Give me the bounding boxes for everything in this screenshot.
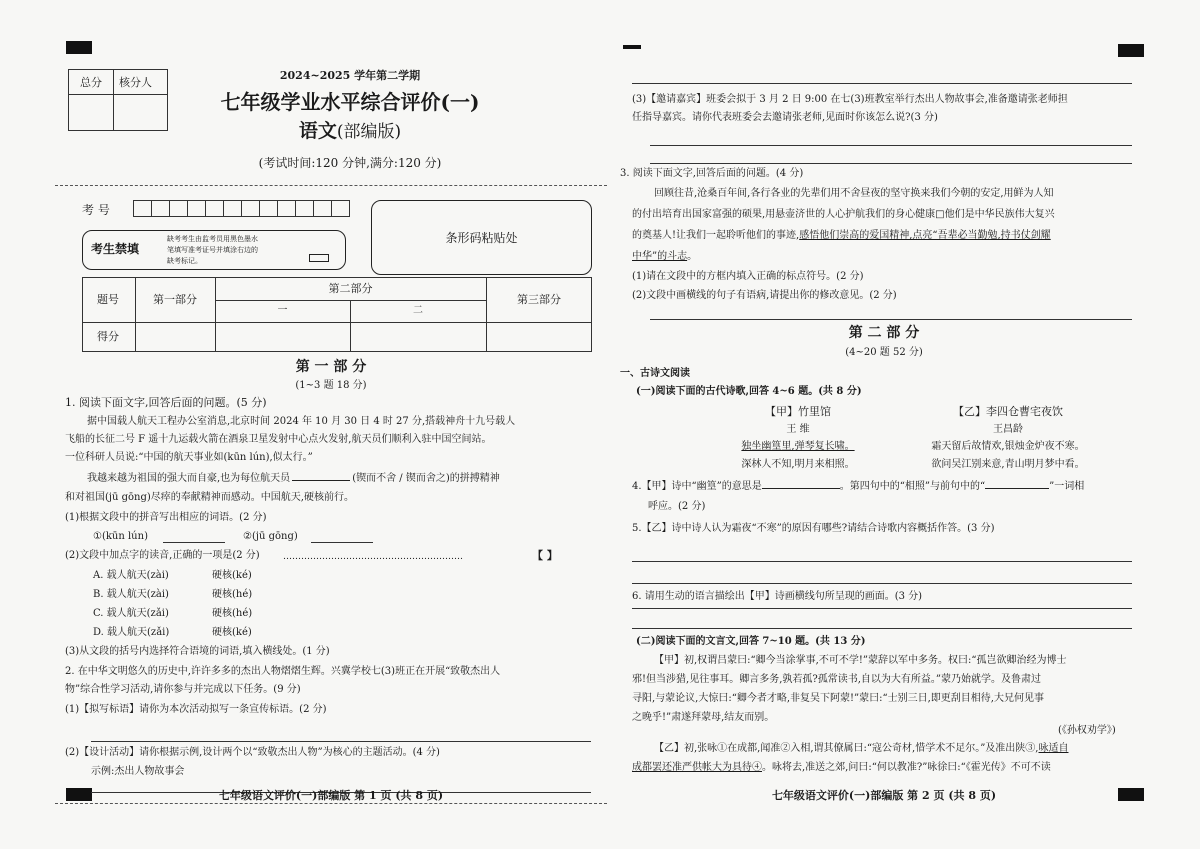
q2-stem-line: 2. 在中华文明悠久的历史中,许许多多的杰出人物熠熠生辉。兴冀学校七(3)班正在开展“致敬杰出人 <box>65 666 501 677</box>
q3-passage-line: 回顾往昔,沧桑百年间,各行各业的先辈们用不舍昼夜的坚守换来我们今朝的安定,用鲜为人知 <box>654 188 1054 199</box>
grade-table-part2-label: 第二部分 <box>328 282 373 295</box>
poem-a-title: 【甲】竹里馆 <box>765 405 831 418</box>
q3-passage-line: 的付出培育出国家富强的硕果,用悬壶济世的人心护航我们的身心健康□他们是中华民族伟大复兴 <box>632 209 1055 220</box>
score-table-total-label: 总分 <box>80 76 102 89</box>
q1-sub1-item-a: ①(kūn lún) <box>93 531 148 542</box>
prose-a-line: 寻阳,与蒙论议,大惊曰:“卿今者才略,非复吴下阿蒙!”蒙曰:“士别三日,即更刮目相待,大兄何见事 <box>632 693 1044 704</box>
prose-a-line: 之晚乎!”肃遂拜蒙母,结友而别。 <box>632 712 775 723</box>
q1-option-d[interactable]: D. 载人航天(zǎi) <box>93 627 170 638</box>
absent-note-1: 缺考考生由监考员用黑色墨水 <box>167 235 258 243</box>
q2-sub3-line: (3)【邀请嘉宾】班委会拟于 3 月 2 日 9:00 在七(3)班教室举行杰出人物故事会,准备邀请张老师担 <box>632 94 1068 105</box>
part1-range: (1~3 题 18 分) <box>295 380 367 391</box>
q1-sub3: (3)从文段的括号内选择符合语境的词语,填入横线处。(1 分) <box>65 646 330 657</box>
q1-stem: 1. 阅读下面文字,回答后面的问题。(5 分) <box>65 396 267 409</box>
q3-passage-text: 的奠基人!让我们一起聆听他们的事迹, <box>632 230 800 241</box>
prose-b-text: 。咏将去,准送之郊,问曰:“何以教准?”咏徐曰:“《霍光传》不可不读 <box>762 762 1051 773</box>
q1-option-c-2: 硬核(hé) <box>212 608 253 619</box>
grade-table-part2-sub2: 二 <box>413 305 423 316</box>
q4-text: 4.【甲】诗中“幽篁”的意思是 <box>632 481 762 492</box>
subject-line <box>200 122 500 141</box>
prose-a-source: (《孙权劝学》) <box>1058 725 1116 736</box>
edition: (部编版) <box>336 122 402 142</box>
q3-underlined-sentence-end: 中华”的斗志 <box>632 251 688 262</box>
grade-table-part2-sub1: 一 <box>277 305 288 316</box>
q5-answer-line[interactable] <box>632 583 1132 584</box>
prose-b-text: 【乙】初,张咏①在成都,闻准②入相,谓其僚属曰:“寇公奇材,惜学术不足尔。”及准出陕③, <box>654 743 1039 754</box>
q3-sub2-answer-line[interactable] <box>650 319 1132 320</box>
prose-b-line <box>632 763 1051 773</box>
q1-option-a[interactable]: A. 载人航天(zài) <box>93 570 169 581</box>
q1-option-b[interactable]: B. 载人航天(zài) <box>93 589 169 600</box>
absent-label: 考生禁填 <box>91 242 140 256</box>
exam-number-label: 考 号 <box>82 203 110 217</box>
q6-answer-line[interactable] <box>632 608 1132 609</box>
q1-passage-line <box>87 474 500 484</box>
q4-text: 。第四句中的“相照”与前句中的“ <box>839 481 986 492</box>
prose-b-line <box>654 744 1069 754</box>
q2-stem-line: 物”综合性学习活动,请你参与并完成以下任务。(9 分) <box>65 684 301 695</box>
q3-stem: 3. 阅读下面文字,回答后面的问题。(4 分) <box>620 168 804 179</box>
q1-passage-text: (锲而不舍 / 锲而舍之)的拼搏精神 <box>352 473 500 484</box>
poems-intro: (一)阅读下面的古代诗歌,回答 4~6 题。(共 8 分) <box>636 386 862 397</box>
q1-option-d-2: 硬核(ké) <box>212 627 252 638</box>
q6-stem: 6. 请用生动的语言描绘出【甲】诗画横线句所呈现的画面。(3 分) <box>632 591 923 602</box>
q3-passage-line <box>632 252 697 262</box>
poem-b-line-1: 霜天留后故情欢,银烛金炉夜不寒。 <box>931 441 1085 452</box>
q1-passage-line: 和对祖国(jū gōng)尽瘁的奉献精神而感动。中国航天,硬核前行。 <box>65 492 354 503</box>
q1-passage-text: 我越来越为祖国的强大而自豪,也为每位航天员 <box>87 473 291 484</box>
absent-checkbox[interactable] <box>309 254 329 262</box>
section-1-title: 一、古诗文阅读 <box>620 368 690 379</box>
exam-number-boxes[interactable] <box>133 200 349 221</box>
q2-sub1: (1)【拟写标语】请你为本次活动拟写一条宣传标语。(2 分) <box>65 704 327 715</box>
q1-option-b-2: 硬核(hé) <box>212 589 253 600</box>
q3-sub1: (1)请在文段中的方框内填入正确的标点符号。(2 分) <box>632 271 864 282</box>
poem-a-line-1: 独坐幽篁里,弹琴复长啸。 <box>741 441 855 452</box>
q1-sub2: (2)文段中加点字的读音,正确的一项是(2 分) <box>65 550 260 561</box>
q1-sub1-blank-a[interactable] <box>163 542 225 543</box>
q4-text: ”一词相 <box>1049 481 1085 492</box>
q1-sub1: (1)根据文段中的拼音写出相应的词语。(2 分) <box>65 512 267 523</box>
absent-note-3: 缺考标记。 <box>167 257 202 265</box>
page-footer: 七年级语文评价(一)部编版 第 1 页 (共 8 页) <box>218 789 444 802</box>
school-year: 2024~2025 学年第二学期 <box>279 69 421 82</box>
poem-a-author: 王 维 <box>786 424 810 435</box>
exam-title: 七年级学业水平综合评价(一) <box>220 90 480 114</box>
barcode-label: 条形码粘贴处 <box>445 231 518 245</box>
q1-option-c[interactable]: C. 载人航天(zǎi) <box>93 608 169 619</box>
q3-sub2: (2)文段中画横线的句子有语病,请提出你的修改意见。(2 分) <box>632 290 897 301</box>
score-table-checker-label: 核分人 <box>119 76 152 89</box>
q1-passage-line: 一位科研人员说:“中国的航天事业如(kūn lún),似太行。” <box>65 452 313 463</box>
prose-a-line: 邪!但当涉猎,见往事耳。卿言多务,孰若孤?孤常读书,自以为大有所益。”蒙乃始就学。及鲁肃过 <box>632 674 1042 685</box>
q1-sub1-blank-b[interactable] <box>311 542 373 543</box>
q2-example: 示例:杰出人物故事会 <box>91 766 185 777</box>
poem-b-line-2: 欲问吴江别来意,青山明月梦中看。 <box>931 459 1085 470</box>
part2-range: (4~20 题 52 分) <box>845 347 923 358</box>
grade-table-score-label: 得分 <box>97 330 119 343</box>
q2-sub3-answer-line[interactable] <box>650 145 1132 146</box>
q2-sub3-answer-line[interactable] <box>650 163 1132 164</box>
q1-sub2-leader: …………………………………………………… <box>283 552 463 562</box>
q3-underlined-sentence: 感悟他们崇高的爱国精神,点亮“吾辈必当勤勉,持书仗剑耀 <box>799 230 1051 241</box>
q2-sub3-line: 任指导嘉宾。请你代表班委会去邀请张老师,见面时你该怎么说?(3 分) <box>632 112 938 123</box>
prose-b-underlined: 成都罢还准严供帐大为具待④ <box>632 762 762 773</box>
q1-sub1-item-b: ②(jū gōng) <box>243 531 298 542</box>
q2-sub1-answer-line[interactable] <box>91 741 591 742</box>
q1-sub2-answer-bracket[interactable]: 【 】 <box>532 549 558 562</box>
q3-period: 。 <box>687 251 698 262</box>
grade-table-part3-label: 第三部分 <box>517 293 561 306</box>
prose-a-line: 【甲】初,权谓吕蒙曰:“卿今当涂掌事,不可不学!”蒙辞以军中多务。权曰:“孤岂欲卿治经为博士 <box>654 655 1067 666</box>
exam-page-1 <box>55 40 610 810</box>
part1-title: 第 一 部 分 <box>295 359 367 375</box>
grade-table-part1-label: 第一部分 <box>153 293 197 306</box>
q5-answer-line[interactable] <box>632 561 1132 562</box>
q4-blank-2[interactable] <box>985 488 1049 489</box>
q4-blank-1[interactable] <box>762 488 840 489</box>
q4-line <box>632 482 1084 492</box>
poem-a-line-2: 深林人不知,明月来相照。 <box>741 459 855 470</box>
subject: 语文 <box>298 120 337 142</box>
poem-b-title: 【乙】李四仓曹宅夜饮 <box>953 405 1063 418</box>
part2-title: 第 二 部 分 <box>848 325 920 341</box>
q1-passage-line: 据中国载人航天工程办公室消息,北京时间 2024 年 10 月 30 日 4 时 27 分,搭载神舟十九号载人 <box>87 416 516 427</box>
q5-stem: 5.【乙】诗中诗人认为霜夜“不寒”的原因有哪些?请结合诗歌内容概括作答。(3 分) <box>632 523 995 534</box>
page-footer: 七年级语文评价(一)部编版 第 2 页 (共 8 页) <box>771 789 997 802</box>
absent-note-2: 笔填写准考证号并填涂右边的 <box>167 246 258 254</box>
prose-b-underlined: 咏适自 <box>1038 743 1069 754</box>
q2-sub2: (2)【设计活动】请你根据示例,设计两个以“致敬杰出人物”为核心的主题活动。(4 分) <box>65 747 440 758</box>
exam-info: (考试时间:120 分钟,满分:120 分) <box>258 156 442 170</box>
grade-table-number-label: 题号 <box>97 293 119 306</box>
q3-passage-line <box>632 231 1051 241</box>
q1-answer-blank[interactable] <box>292 480 350 481</box>
q1-option-a-2: 硬核(ké) <box>212 570 252 581</box>
q4-line-2: 呼应。(2 分) <box>648 501 706 512</box>
q6-answer-line[interactable] <box>632 628 1132 629</box>
exam-page-2 <box>618 40 1150 810</box>
q1-passage-line: 飞船的长征二号 F 遥十九运载火箭在酒泉卫星发射中心点火发射,航天员们顺利入驻中国空间站。 <box>65 434 492 445</box>
poem-b-author: 王昌龄 <box>993 424 1023 435</box>
prose-intro: (二)阅读下面的文言文,回答 7~10 题。(共 13 分) <box>636 636 866 647</box>
